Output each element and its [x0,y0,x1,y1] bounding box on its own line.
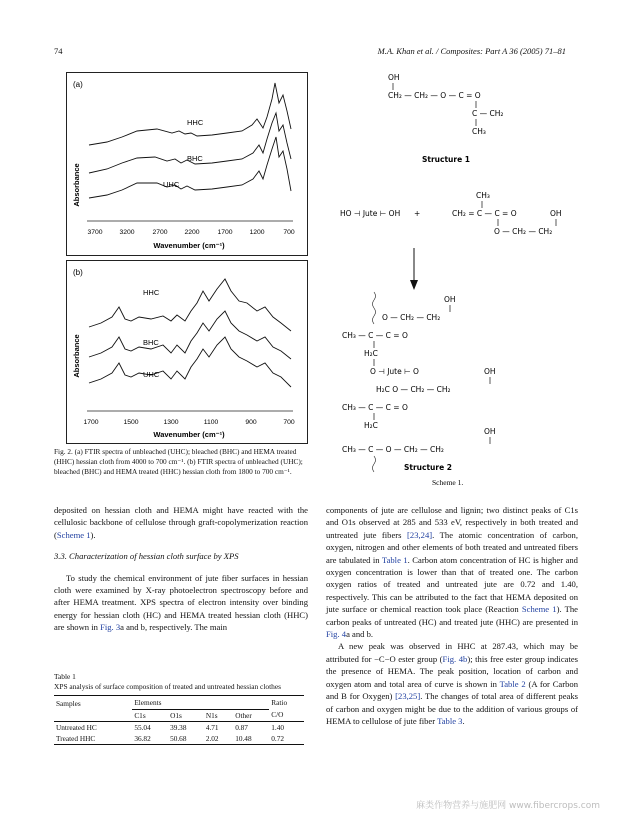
figure-b-panel: (b) [73,268,83,277]
s2-oh1: OH [444,295,456,304]
link-table-3[interactable]: Table 3 [437,715,463,726]
figure-a-label-bhc: BHC [187,154,203,163]
left-paragraph-2: To study the chemical environment of jute fiber surfaces in hessian cloth were examined by X-ray photoelectron spectroscopy before and after HEMA treatment. XPS spectra of electron intensity over binding energy for hessian cloth (HC) and HEMA treated hessian cloth (HHC) are shown in Fig. 3a and b, respectively. The main [54,572,308,633]
left-paragraph-1: deposited on hessian cloth and HEMA might have reacted with the cellulosic backbone of cellulose through graft-copolymerization reaction (Scheme 1). [54,505,308,540]
figure-b-tick: 1300 [163,419,179,426]
figure-b-ylabel: Absorbance [72,334,81,378]
figure-b-tick: 1100 [203,419,219,426]
s1-branch2: CH₃ [472,127,486,136]
link-scheme-1[interactable]: Scheme 1 [56,529,91,540]
watermark: 麻类作物营养与施肥网 www.fibercrops.com [416,801,600,811]
link-ref-23-24[interactable]: [23,24] [407,529,433,540]
table-row: Treated HHC 36.82 50.68 2.02 10.48 0.72 [54,733,304,745]
figure-a-uhc-line [89,137,291,198]
figure-a-label-hhc: HHC [187,118,204,127]
figure-a-tick: 3700 [87,229,103,236]
structure-1-label: Structure 1 [422,155,471,164]
figure-a-label-uhc: UHC [163,180,180,189]
figure-a-plot [67,73,307,255]
s2-line4: H₂C [364,349,378,358]
figure-a-tick: 2200 [184,229,200,236]
figure-b-bhc-line [89,311,291,359]
figure-caption: Fig. 2. (a) FTIR spectra of unbleached (UHC); bleached (BHC) and HEMA treated (HHC) hessian cloth from 4000 to 700 cm⁻¹. (b) FTIR spectra of unbleached (UHC); bleached (BHC) and HEMA treated (HHC) hessian cloth from 1800 to 700 cm⁻¹. [54,447,303,476]
scheme-1 [326,66,578,496]
table-row: Untreated HC 55.04 39.38 4.71 0.87 1.40 [56,722,285,732]
link-ref-23-25[interactable]: [23,25] [395,691,421,702]
link-table-1[interactable]: Table 1 [381,554,408,565]
table-header: Ratio [271,698,288,707]
table-subheader: Other [235,710,252,720]
table-subheader: C1s [134,710,146,720]
right-paragraph-1: components of jute are cellulose and lignin; two distinct peaks of C1s and O1s observed at 285 and 533 eV, respectively in both treated and untreated jute fibers [23,24]. The atomic concentration of carbon, oxygen, nitrogen and other elements of both treated and untreated fibers are tabulated in Table 1. Carbon atom concentration of HC is higher and oxygen concentration is lower than that of treated one. The carbon oxygen ratios of treated and untreated jute are 0.72 and 1.40, respectively. This can be attributed to the fact that HEMA deposited on jute surface or chemical reaction took place (Reaction Scheme 1). The carbon peaks of untreated (HC) and treated jute (HHC) are presented in Fig. 4a and b. [326,505,578,640]
figure-a-xlabel: Wavenumber (cm⁻¹) [153,241,225,250]
s2-oh2: OH [484,367,496,376]
right-paragraph-2: A new peak was observed in HHC at 287.43, which may be attributed for −C−O ester group (Fig. 4b); this free ester group indicates the presence of HEMA. The peak position, location of carbon and oxygen atom and total area of curve is shown in Table 2 (A for Carbon and B for Oxygen) [23,25]. The changes of total area of different peaks of carbon and oxygen might be due to the addition of various groups of HEMA to cellulose of jute fiber Table 3. [326,641,578,726]
running-title: M.A. Khan et al. / Composites: Part A 36 (2005) 71–81 [377,46,566,56]
r2-ch3: CH₃ [476,191,490,200]
figure-b-plot [67,261,307,443]
s1-oh: OH [388,73,400,82]
table-1 [54,672,308,745]
s2-line3: CH₃ — C — C = O [342,331,408,340]
figure-b-tick: 1500 [123,419,139,426]
s2-oh3: OH [484,427,496,436]
table-subheader: N1s [205,710,218,720]
table-1-title: XPS analysis of surface composition of treated and untreated hessian clothes [54,682,281,691]
section-heading: 3.3. Characterization of hessian cloth surface by XPS [54,551,239,562]
s1-branch1: C — CH₂ [472,109,504,118]
figure-b-hhc-line [89,279,291,331]
table-subheader: C/O [271,710,284,720]
figure-a-tick: 1200 [249,229,265,236]
scheme-1-drawing [326,66,578,496]
figure-b-label-bhc: BHC [143,338,159,347]
left-column-text [54,504,308,634]
figure-b-tick: 900 [245,419,257,426]
figure-a-tick: 700 [283,229,295,236]
figure-a-tick: 1700 [217,229,233,236]
link-fig-4[interactable]: Fig. 4 [326,629,347,640]
s2-line7: CH₃ — C — C = O [342,403,408,412]
r-plus: + [414,209,421,218]
s1-chain: CH₂ — CH₂ — O — C = O [388,91,481,100]
figure-a-ylabel: Absorbance [72,163,81,207]
r2-chain: O — CH₂ — CH₂ [494,227,553,236]
link-fig-3[interactable]: Fig. 3 [100,622,121,633]
figure-b-tick: 700 [283,419,295,426]
s2-line5: O ⊣ Jute ⊢ O [370,367,419,376]
figure-a [66,72,308,256]
link-scheme-1b[interactable]: Scheme 1 [521,604,557,615]
s2-line9: CH₃ — C — O — CH₂ — CH₂ [342,445,444,454]
figure-b [66,260,308,444]
link-fig-4b[interactable]: Fig. 4b [442,653,468,664]
link-table-2[interactable]: Table 2 [499,678,526,689]
scheme-caption: Scheme 1. [432,478,464,487]
s2-line6: H₂C O — CH₂ — CH₂ [376,385,451,394]
figure-b-label-uhc: UHC [143,370,160,379]
figure-a-panel: (a) [73,80,83,89]
figure-a-tick: 3200 [119,229,135,236]
r2-main: CH₂ = C — C = O [452,209,517,218]
r-jute: HO ⊣ Jute ⊢ OH [340,209,401,218]
structure-2-label: Structure 2 [404,463,453,472]
table-header: Samples [56,699,81,708]
figure-b-uhc-line [89,337,291,387]
table-1-label: Table 1 [54,672,76,681]
figure-a-tick: 2700 [152,229,168,236]
s2-line8: H₂C [364,421,378,430]
table-1-grid [54,695,304,745]
figure-b-xlabel: Wavenumber (cm⁻¹) [153,430,225,439]
figure-b-tick: 1700 [83,419,99,426]
figure-b-label-hhc: HHC [143,288,160,297]
table-header: Elements [132,696,269,710]
figure-a-hhc-line [89,83,291,145]
s2-line2: O — CH₂ — CH₂ [382,313,441,322]
right-column-text [326,504,578,727]
page-number: 74 [54,46,63,56]
table-subheader: O1s [170,710,182,720]
r2-oh: OH [550,209,562,218]
